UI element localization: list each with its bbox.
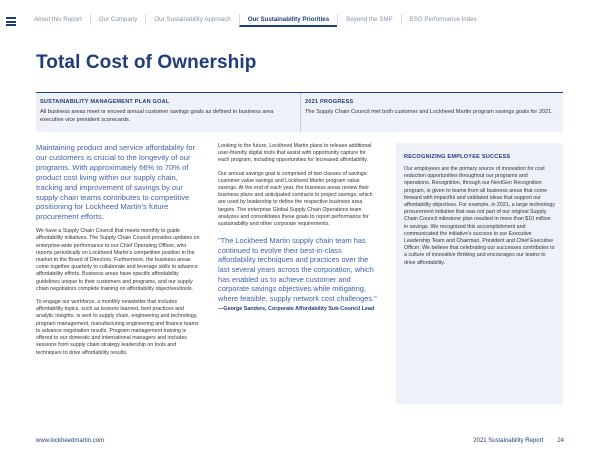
report-title: 2021 Sustainability Report <box>473 438 544 444</box>
body-paragraph-savings-goal: Our annual savings goal is comprised of two classes of savings: customer value savings and Lockheed Martin program value savings. At the end of each year, the business areas review their business plans and anticipated contracts to project savings, which are used by leadership to define the respective business area targets. The enterprise Global Supply Chain Operations team analyzes and consolidates these goals to report performance for sustainability and other corporate requirements. <box>218 170 373 228</box>
smp-goal-text: All business areas meet or exceed annual customer savings goals as defined in business area executive vice president scorecards. <box>40 109 274 123</box>
page-number: 24 <box>557 438 564 444</box>
smp-goal-table <box>36 92 563 132</box>
left-column <box>36 143 202 357</box>
smp-progress-column <box>301 93 563 132</box>
body-paragraph-supply-chain-council: We have a Supply Chain Council that meets monthly to guide affordability initiatives. The Supply Chain Council provides updates on enterprise-wide performance to our Chief Operating Officer, who reports periodically on Lockheed Martin's competitive position in the market to the Board of Directors. Furthermore, the business areas come together quarterly to collaborate and leverage skills to advance affordability efforts. Business areas have specific affordability guidelines unique to their customers and programs, and our supply chain negotiators complete training on affordability objectives/tools. <box>36 228 200 292</box>
body-paragraph-workforce-engagement: To engage our workforce, a monthly newsletter that includes affordability topics, such as lessons learned, best practices and analytic insights, is sent to supply chain, engineering and technology, program management, manufacturing engineering and finance teams to advance negotiation results. Program management training is offered to our domestic and international managers and includes sessions from supply chain strategy leadership on tools and techniques to drive affordability results. <box>36 299 199 356</box>
page-title: Total Cost of Ownership <box>36 52 257 73</box>
smp-goal-column <box>36 93 301 132</box>
tab-our-sustainability-approach[interactable]: Our Sustainability Approach <box>145 14 238 25</box>
tab-about-this-report[interactable]: About this Report <box>34 16 82 23</box>
hamburger-menu-icon[interactable] <box>6 17 16 26</box>
smp-progress-heading: 2021 PROGRESS <box>305 99 354 105</box>
website-link[interactable]: www.lockheedmartin.com <box>36 438 105 444</box>
tab-esg-performance-index[interactable]: ESG Performance Index <box>401 14 485 25</box>
quote-attribution: —George Sanders, Corporate Affordability Sub-Council Lead <box>218 306 375 313</box>
tab-beyond-the-smp[interactable]: Beyond the SMP <box>337 14 400 25</box>
smp-goal-heading: SUSTAINABILITY MANAGEMENT PLAN GOAL <box>40 99 170 105</box>
tab-our-company[interactable]: Our Company <box>90 14 146 25</box>
body-paragraph-digital-tools: Looking to the future, Lockheed Martin plans to release additional user-friendly digital tools that assist with opportunity capture for each program, including opportunities for increased affordability. <box>218 143 372 164</box>
sidebar-heading: RECOGNIZING EMPLOYEE SUCCESS <box>404 154 511 160</box>
middle-column <box>218 143 378 313</box>
employee-success-sidebar <box>396 143 563 404</box>
pull-quote: "The Lockheed Martin supply chain team has continued to evolve their best-in-class affordability techniques and practices over the last several years across the corporation, which has enabled us to achieve customer and corporate savings objectives while mitigating, where feasible, supply network cost challenges." <box>218 236 377 303</box>
nav-tabs <box>28 14 485 27</box>
top-navigation <box>0 0 600 38</box>
sidebar-body: Our employees are the primary source of innovation for cost reduction opportunities throughout our programs and operations. Recognition, through our NextGen Recognition program, is given to teams from all business areas that come forward with impactful and validated ideas that support our affordability objectives. For example, in 2021, a large technology procurement initiative that was not part of our original Supply Chain Council milestone plan resulted in more than $10 million in savings. We recognized this accomplishment and communicated the initiative's success to our Executive Leadership Team and Chairman, President and Chief Executive Officer. We believe that celebrating our successes contributes to a culture of innovative thinking and encourages our teams to drive affordability. <box>404 166 555 266</box>
smp-progress-text: The Supply Chain Council met both customer and Lockheed Martin program savings goals for 2021. <box>305 109 553 115</box>
footer-report-info <box>473 438 564 444</box>
tab-our-sustainability-priorities[interactable]: Our Sustainability Priorities <box>239 14 338 27</box>
lead-paragraph: Maintaining product and service affordability for our customers is crucial to the longevity of our programs. With approximately 66% to 70% of product cost living within our supply chain, tracking and improvement of savings by our supply chain teams contributes to competitive positioning for Lockheed Martin's future procurement efforts. <box>36 143 195 222</box>
